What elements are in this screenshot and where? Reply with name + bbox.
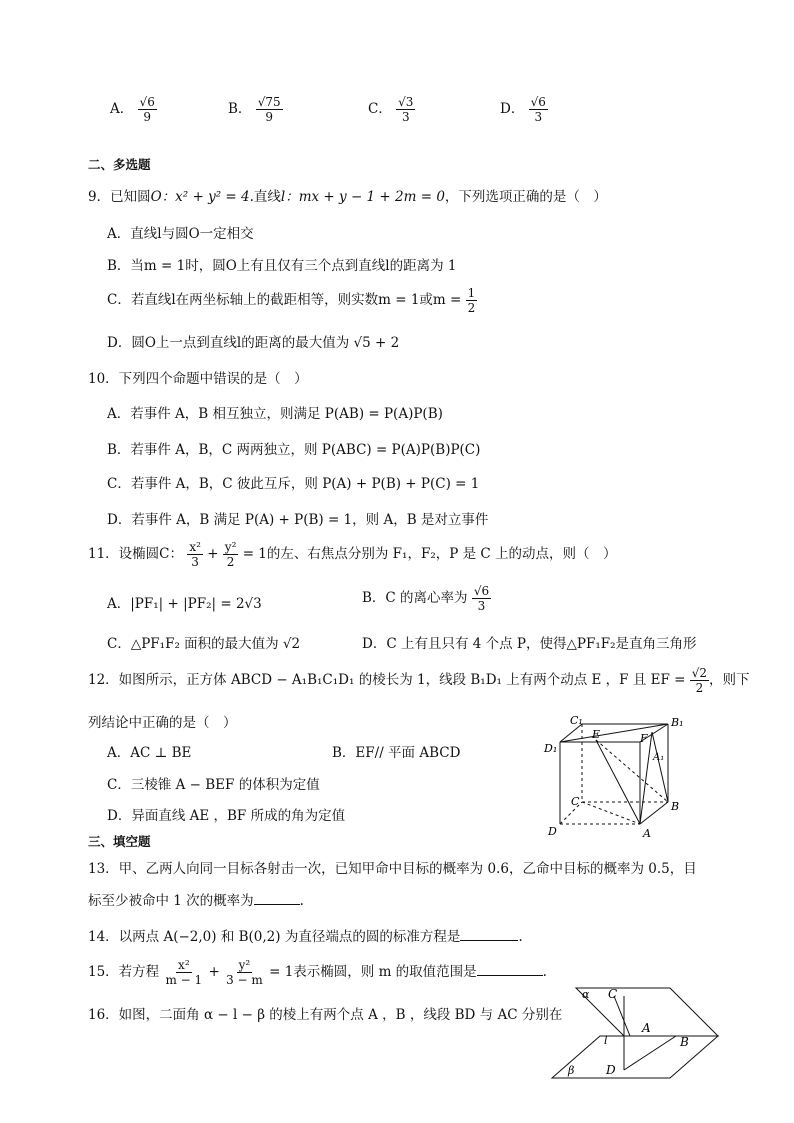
- q9-stem: [88, 185, 607, 205]
- numerator: y²: [238, 958, 251, 972]
- label-c: C: [608, 987, 618, 1001]
- denominator: 2: [695, 681, 704, 695]
- period: .: [518, 929, 523, 945]
- stem-text: 15．若方程: [88, 964, 160, 980]
- q13-line2: [88, 889, 304, 909]
- denominator: 3: [401, 110, 410, 124]
- option-label: A．: [110, 101, 134, 117]
- label-a1: A₁: [653, 752, 665, 763]
- numerator: √75: [257, 95, 281, 109]
- cube-hidden-edge: [582, 802, 640, 824]
- numerator: x²: [178, 958, 190, 972]
- fraction: [223, 540, 239, 569]
- q9-option-b: B．当m = 1时，圆O上有且仅有三个点到直线l的距离为 1: [107, 258, 457, 274]
- denominator: 3 − m: [226, 973, 263, 987]
- section-title-fill-in: 三、填空题: [88, 834, 151, 849]
- numerator: 1: [467, 286, 476, 300]
- cube-edge: [640, 802, 668, 824]
- denominator: 3: [477, 599, 486, 613]
- fraction: [529, 95, 548, 124]
- denominator: 9: [143, 110, 151, 124]
- q8-option-b: [228, 95, 283, 124]
- cube-hidden-edge: [596, 740, 668, 802]
- fraction: [472, 584, 491, 613]
- q12-option-c: C．三棱锥 A − BEF 的体积为定值: [107, 777, 320, 793]
- stem-text: 9．已知圆: [88, 189, 151, 205]
- label-e: E: [592, 728, 601, 741]
- fraction: [138, 95, 157, 124]
- label-l: l: [604, 1034, 608, 1047]
- numerator: √3: [398, 95, 414, 109]
- q9-option-d: D．圆O上一点到直线l的距离的最大值为 √5 + 2: [107, 335, 400, 351]
- stem-text: 14．以两点 A(−2,0) 和 B(0,2) 为直径端点的圆的标准方程是: [88, 929, 461, 945]
- numerator: √6: [473, 584, 490, 598]
- q16-stem: 16．如图，二面角 α − l − β 的棱上有两个点 A ，B ，线段 BD 与 AC 分别在: [88, 1007, 563, 1023]
- q9-option-c: [107, 286, 477, 315]
- numerator: x²: [189, 540, 201, 554]
- stem-text: 标至少被命中 1 次的概率为: [88, 893, 254, 909]
- cube-figure: [540, 712, 690, 840]
- q15: [88, 958, 547, 987]
- q10-option-b: B．若事件 A，B，C 两两独立，则 P(ABC) = P(A)P(B)P(C): [107, 442, 481, 458]
- fraction: [224, 958, 265, 987]
- numerator: √2: [691, 666, 708, 680]
- option-label: C．: [368, 101, 392, 117]
- dihedral-figure: [548, 982, 724, 1082]
- q9-option-a: A．直线l与圆O一定相交: [107, 226, 254, 242]
- segment-ca: [614, 996, 630, 1036]
- fraction: [466, 286, 478, 315]
- section-title-multiple-choice: 二、多选题: [88, 157, 151, 172]
- q12-stem-line2: 列结论中正确的是（ ）: [88, 715, 237, 731]
- denominator: 3: [191, 555, 199, 569]
- segment-db: [624, 1036, 676, 1070]
- plus-sign: +: [208, 964, 220, 980]
- q12-stem: [88, 666, 750, 695]
- denominator: 9: [265, 110, 273, 124]
- fraction: [690, 666, 709, 695]
- segment-bf: [652, 732, 668, 802]
- plane-beta: [552, 1036, 718, 1078]
- segment-af: [640, 732, 652, 824]
- answer-blank[interactable]: [477, 963, 543, 976]
- segment-ae: [596, 740, 640, 824]
- label-alpha: α: [582, 988, 590, 1001]
- label-d: D: [606, 1063, 616, 1077]
- answer-blank[interactable]: [460, 928, 518, 941]
- stem-text: ，则下: [709, 672, 750, 688]
- label-c1: C₁: [570, 714, 583, 727]
- fraction: [396, 95, 415, 124]
- label-a: A: [642, 1021, 651, 1035]
- stem-text: = 1的左、右焦点分别为 F₁，F₂，P 是 C 上的动点，则（ ）: [242, 546, 617, 562]
- option-label: D．: [500, 101, 525, 117]
- stem-text: = 1表示椭圆，则 m 的取值范围是: [269, 964, 477, 980]
- q10-option-d: D．若事件 A，B 满足 P(A) + P(B) = 1，则 A，B 是对立事件: [107, 512, 489, 528]
- fraction: [163, 958, 204, 987]
- answer-blank[interactable]: [254, 892, 300, 905]
- q11-stem: [88, 540, 617, 569]
- q13-line1: 13．甲、乙两人向同一目标各射击一次，已知甲命中目标的概率为 0.6，乙命中目标的概率为 0.5，目: [88, 861, 697, 877]
- label-d: D: [548, 825, 557, 838]
- label-b1: B₁: [671, 716, 684, 729]
- denominator: m − 1: [165, 973, 203, 987]
- option-text: B．C 的离心率为: [362, 590, 468, 606]
- stem-text: 11．设椭圆C：: [88, 546, 184, 562]
- circle-equation: O：x² + y² = 4: [150, 189, 250, 205]
- stem-text: 12．如图所示，正方体 ABCD − A₁B₁C₁D₁ 的棱长为 1，线段 B₁D₁ 上有两个动点 E ，F 且 EF =: [88, 672, 686, 688]
- label-beta: β: [568, 1064, 575, 1077]
- label-d1: D₁: [544, 742, 558, 755]
- label-f: F: [640, 732, 648, 745]
- denominator: 2: [467, 301, 476, 315]
- fraction: [187, 540, 203, 569]
- numerator: √6: [530, 95, 546, 109]
- q8-option-d: [500, 95, 548, 124]
- label-b: B: [680, 1035, 689, 1049]
- q8-option-a: [110, 95, 157, 124]
- q12-option-b: B．EF// 平面 ABCD: [332, 745, 461, 761]
- q12-option-a: A．AC ⊥ BE: [107, 745, 192, 761]
- q12-option-d: D．异面直线 AE ，BF 所成的角为定值: [107, 808, 346, 824]
- denominator: 2: [226, 555, 235, 569]
- q10-option-a: A．若事件 A，B 相互独立，则满足 P(AB) = P(A)P(B): [107, 406, 443, 422]
- q11-option-d: D．C 上有且只有 4 个点 P，使得△PF₁F₂是直角三角形: [362, 636, 697, 652]
- q14: [88, 925, 523, 945]
- label-c: C: [571, 795, 580, 808]
- denominator: 3: [534, 110, 543, 124]
- line-equation: l：mx + y − 1 + 2m = 0: [280, 189, 445, 205]
- period: .: [542, 964, 547, 980]
- q8-option-c: [368, 95, 415, 124]
- option-text: C．若直线l在两坐标轴上的截距相等，则实数m = 1或m =: [107, 292, 462, 308]
- q11-option-b: [362, 584, 491, 613]
- period: .: [299, 893, 304, 909]
- option-label: B．: [228, 101, 252, 117]
- plus-sign: +: [207, 546, 219, 562]
- stem-text: .直线: [249, 189, 281, 205]
- q10-stem: 10．下列四个命题中错误的是（ ）: [88, 371, 308, 387]
- q11-option-a: A．|PF₁| + |PF₂| = 2√3: [107, 596, 262, 612]
- fraction: [256, 95, 283, 124]
- q10-option-c: C．若事件 A，B，C 彼此互斥，则 P(A) + P(B) + P(C) = 1: [107, 476, 480, 492]
- numerator: √6: [139, 95, 155, 109]
- numerator: y²: [224, 540, 237, 554]
- label-a: A: [643, 827, 651, 840]
- label-b: B: [671, 800, 680, 813]
- stem-text: ，下列选项正确的是（ ）: [444, 189, 607, 205]
- q11-option-c: C．△PF₁F₂ 面积的最大值为 √2: [107, 636, 301, 652]
